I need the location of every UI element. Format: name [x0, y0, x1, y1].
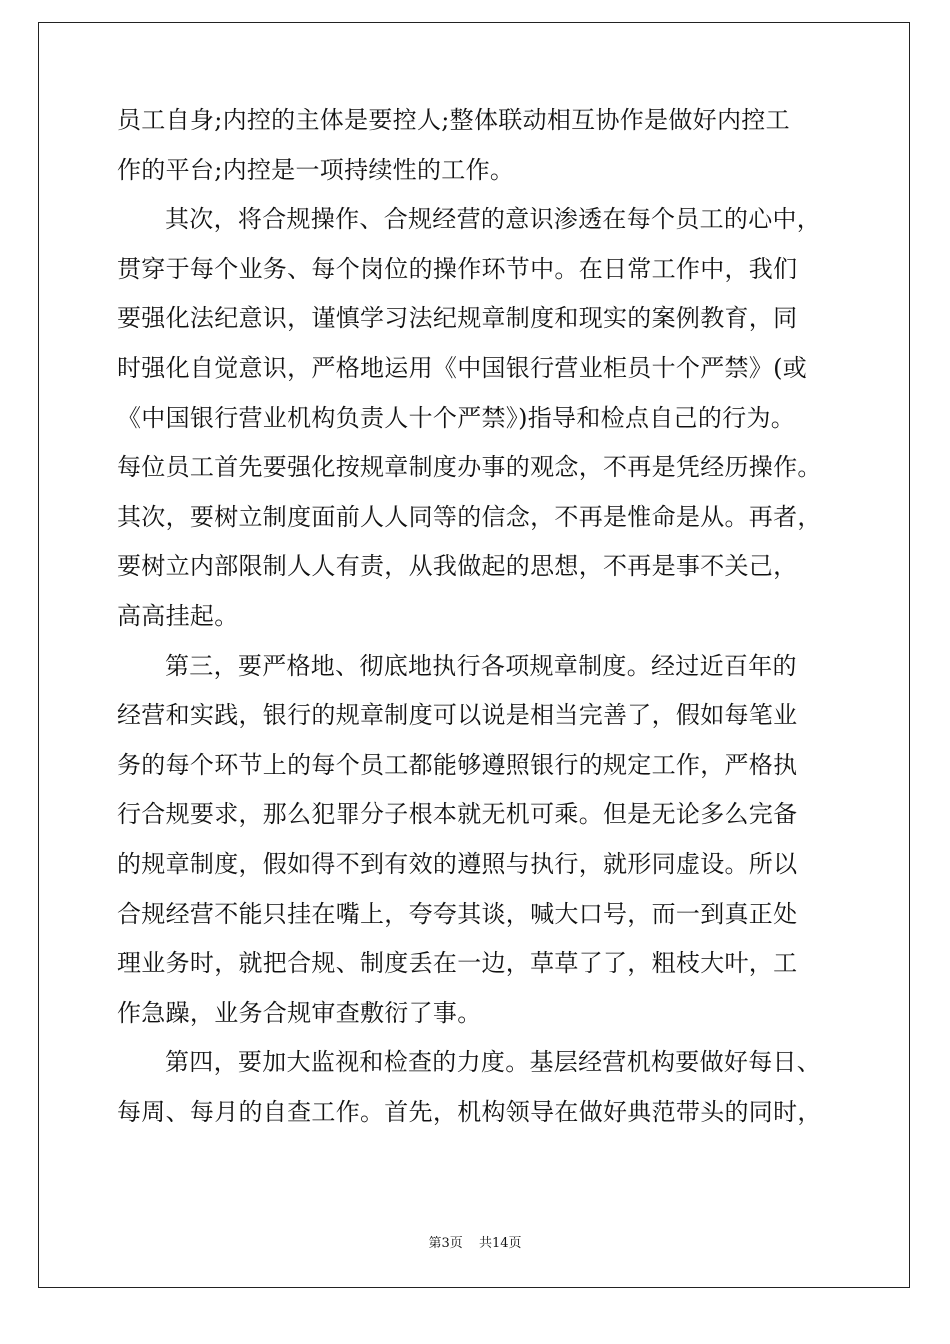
- text-line: 行合规要求，那么犯罪分子根本就无机可乘。但是无论多么完备: [117, 800, 798, 829]
- paragraph-start-line: 其次，将合规操作、合规经营的意识渗透在每个员工的心中，: [165, 205, 822, 234]
- text-line: 务的每个环节上的每个员工都能够遵照银行的规定工作，严格执: [117, 750, 798, 779]
- page-total: 共14页: [478, 1236, 522, 1251]
- paragraph-start-line: 第四，要加大监视和检查的力度。基层经营机构要做好每日、: [165, 1048, 822, 1077]
- text-line: 贯穿于每个业务、每个岗位的操作环节中。在日常工作中，我们: [117, 254, 798, 283]
- text-line: 员工自身;内控的主体是要控人;整体联动相互协作是做好内控工: [117, 106, 790, 134]
- text-line: 高高挂起。: [117, 601, 239, 630]
- text-line: 理业务时，就把合规、制度丢在一边，草草了了，粗枝大叶，工: [117, 949, 798, 978]
- text-line: 经营和实践，银行的规章制度可以说是相当完善了，假如每笔业: [117, 701, 798, 730]
- text-line: 每位员工首先要强化按规章制度办事的观念，不再是凭经历操作。: [117, 453, 822, 482]
- text-line: 其次，要树立制度面前人人同等的信念，不再是惟命是从。再者，: [117, 502, 822, 531]
- text-line: 《中国银行营业机构负责人十个严禁》)指导和检点自己的行为。: [117, 403, 796, 432]
- text-line: 要树立内部限制人人有责，从我做起的思想，不再是事不关己，: [117, 552, 798, 581]
- document-body: [117, 96, 835, 1137]
- text-line: 要强化法纪意识，谨慎学习法纪规章制度和现实的案例教育，同: [117, 304, 798, 333]
- text-line: 每周、每月的自查工作。首先，机构领导在做好典范带头的同时，: [117, 1097, 822, 1126]
- text-line: 作急躁，业务合规审查敷衍了事。: [117, 998, 482, 1027]
- text-line: 合规经营不能只挂在嘴上，夸夸其谈，喊大口号，而一到真正处: [117, 899, 798, 928]
- text-line: 时强化自觉意识，严格地运用《中国银行营业柜员十个严禁》(或: [117, 353, 808, 382]
- page-footer: [0, 1232, 950, 1251]
- text-line: 作的平台;内控是一项持续性的工作。: [117, 155, 515, 184]
- page-number: 第3页: [428, 1236, 463, 1251]
- text-line: 的规章制度，假如得不到有效的遵照与执行，就形同虚设。所以: [117, 849, 798, 878]
- paragraph-start-line: 第三，要严格地、彻底地执行各项规章制度。经过近百年的: [165, 651, 797, 680]
